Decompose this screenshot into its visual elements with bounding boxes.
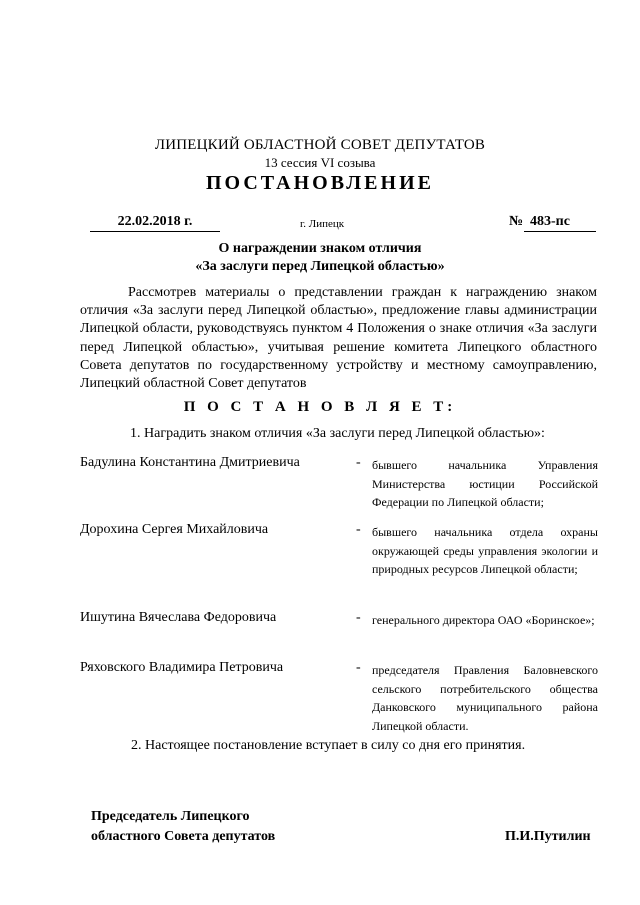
awardee-dash: - xyxy=(356,610,361,625)
awardee-description: бывшего начальника Управления Министерства юстиции Российской Федерации по Липецкой области; xyxy=(372,458,598,509)
awardee-name: Ишутина Вячеслава Федоровича xyxy=(80,610,277,625)
signatory-title-line-1: Председатель Липецкого xyxy=(91,809,250,824)
resolves-heading: П О С Т А Н О В Л Я Е Т: xyxy=(183,399,457,415)
awardee-dash: - xyxy=(356,522,361,537)
document-number: 483-пс xyxy=(524,214,596,232)
awardee-name: Бадулина Константина Дмитриевича xyxy=(80,455,300,470)
preamble-paragraph: Рассмотрев материалы о представлении граждан к награждению знаком отличия «За заслуги перед Липецкой областью», предложение главы администрации Липецкой области, руководствуясь пунктом 4 Положения о знаке отличия «За заслуги перед Липецкой областью», учитывая решение комитета Липецкого областного Совета депутатов по государственному устройству и местному самоуправлению, Липецкий областной Совет депутатов xyxy=(80,285,597,392)
awardee-dash: - xyxy=(356,455,361,470)
organization-name: ЛИПЕЦКИЙ ОБЛАСТНОЙ СОВЕТ ДЕПУТАТОВ xyxy=(154,137,486,153)
document-type-title: ПОСТАНОВЛЕНИЕ xyxy=(206,172,434,194)
document-city: г. Липецк xyxy=(300,218,345,230)
item-1-text: 1. Наградить знаком отличия «За заслуги перед Липецкой областью»: xyxy=(130,426,545,441)
awardee-description: генерального директора ОАО «Боринское»; xyxy=(372,613,595,627)
awardee-name: Ряховского Владимира Петровича xyxy=(80,660,284,675)
awardee-dash: - xyxy=(356,660,361,675)
subject-line-2: «За заслуги перед Липецкой областью» xyxy=(195,259,445,274)
number-sign: № xyxy=(509,214,524,229)
signatory-title-line-2: областного Совета депутатов xyxy=(91,829,276,844)
subject-line-1: О награждении знаком отличия xyxy=(218,241,422,256)
signatory-name: П.И.Путилин xyxy=(505,829,591,844)
session-info: 13 сессия VI созыва xyxy=(264,155,376,170)
awardee-name: Дорохина Сергея Михайловича xyxy=(80,522,269,537)
awardee-description: председателя Правления Баловневского сельского потребительского общества Данковского муниципального района Липецкой области. xyxy=(372,663,598,733)
document-date: 22.02.2018 г. xyxy=(90,214,220,232)
item-2-text: 2. Настоящее постановление вступает в силу со дня его принятия. xyxy=(131,738,526,753)
awardee-description: бывшего начальника отдела охраны окружающей среды управления экологии и природных ресурсов Липецкой области; xyxy=(372,525,598,576)
